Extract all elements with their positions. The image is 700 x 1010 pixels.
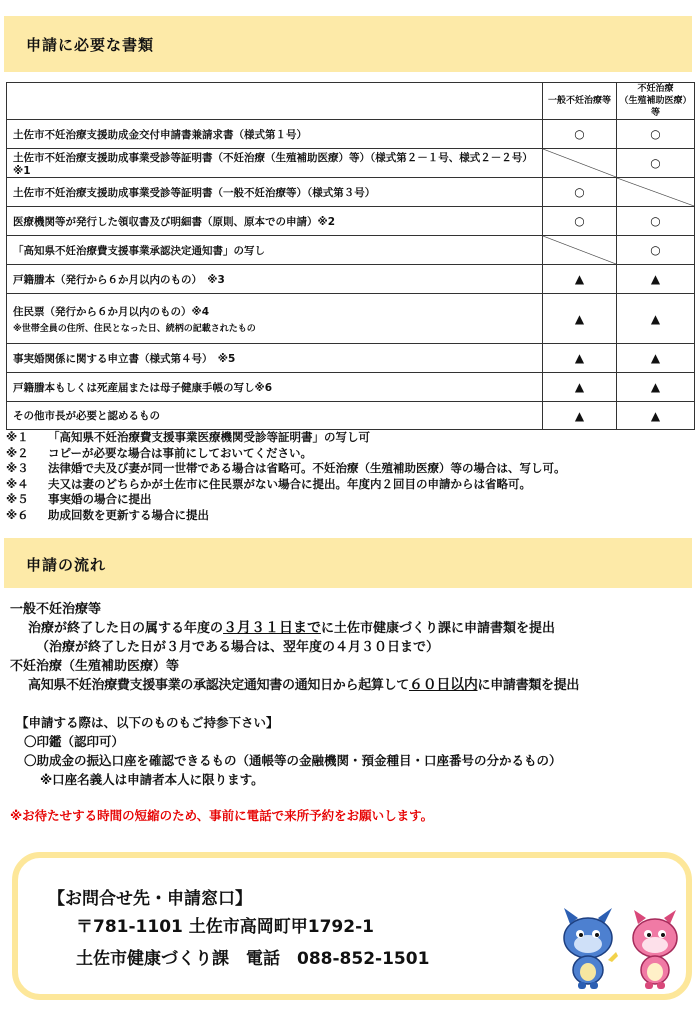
- footnote-mark: ※６: [6, 507, 29, 522]
- documents-table: [6, 82, 695, 430]
- table-row: [7, 120, 695, 149]
- footnote-mark: ※３: [6, 461, 29, 476]
- row-label: その他市長が必要と認めるもの: [7, 402, 543, 430]
- table-row: [7, 236, 695, 265]
- footnote: [6, 430, 696, 446]
- not-applicable-cell: [543, 149, 617, 178]
- deadline-highlight: ３月３１日まで: [223, 620, 322, 636]
- section-title: 申請の流れ: [26, 556, 107, 574]
- mark-art: ○: [617, 120, 695, 149]
- table-row: [7, 207, 695, 236]
- row-label: 事実婚関係に関する申立書（様式第４号） ※5: [7, 344, 543, 373]
- contact-address: 〒781-1101 土佐市高岡町甲1792-1: [76, 917, 374, 937]
- flow-text: 高知県不妊治療費支援事業の承認決定通知書の通知日から起算して: [28, 678, 410, 693]
- contact-box: [12, 852, 692, 1000]
- row-label: 医療機関等が発行した領収書及び明細書（原則、原本での申請）※2: [7, 207, 543, 236]
- section-header-flow: [4, 538, 692, 588]
- mark-general: ○: [543, 120, 617, 149]
- mark-art: ▲: [617, 265, 695, 294]
- row-label-sub: ※世帯全員の住所、住民となった日、続柄の記載されたもの: [13, 323, 256, 334]
- table-row: [7, 149, 695, 178]
- mark-art: ○: [617, 236, 695, 265]
- row-label-main: 住民票（発行から６か月以内のもの）※4: [13, 305, 210, 318]
- deadline-highlight: ４月３０日まで: [335, 640, 427, 655]
- items-to-bring: [16, 713, 562, 789]
- row-label: 土佐市不妊治療支援助成事業受診等証明書（不妊治療（生殖補助医療）等）（様式第２－１号、様式２－２号） ※1: [7, 149, 543, 178]
- footnote-text: 法律婚で夫及び妻が同一世帯である場合は省略可。不妊治療（生殖補助医療）等の場合は、写し可。: [48, 461, 566, 476]
- bring-title: 【申請する際は、以下のものもご持参下さい】: [16, 715, 279, 730]
- row-label: [7, 294, 543, 344]
- mark-art: ▲: [617, 402, 695, 430]
- footnote: [6, 492, 696, 508]
- mark-general: ▲: [543, 265, 617, 294]
- mark-art: ▲: [617, 373, 695, 402]
- flow-text: ）: [426, 640, 440, 655]
- bring-item: 〇助成金の振込口座を確認できるもの（通帳等の金融機関・預金種目・口座番号の分かるもの）: [24, 753, 562, 768]
- section-header-documents: [4, 16, 692, 72]
- flow-line-2: [10, 638, 700, 657]
- col-header-art-line2: （生殖補助医療）等: [619, 96, 692, 118]
- mark-art: ○: [617, 207, 695, 236]
- not-applicable-cell: [617, 178, 695, 207]
- footnote-text: コピーが必要な場合は事前にしておいてください。: [48, 445, 313, 460]
- flow-text: に土佐市健康づくり課に申請書類を提出: [321, 621, 556, 636]
- row-label: 土佐市不妊治療支援助成金交付申請書兼請求書（様式第１号）: [7, 120, 543, 149]
- flow-text: 治療が終了した日の属する年度の: [28, 621, 224, 636]
- col-header-art: [617, 83, 695, 120]
- table-header-blank: [7, 83, 543, 120]
- mark-general: ▲: [543, 294, 617, 344]
- row-label: 戸籍謄本もしくは死産届または母子健康手帳の写し※6: [7, 373, 543, 402]
- flow-heading-general: 一般不妊治療等: [10, 602, 102, 617]
- table-row: [7, 294, 695, 344]
- mark-general: ▲: [543, 344, 617, 373]
- contact-dept-phone: 土佐市健康づくり課 電話 088-852-1501: [76, 949, 430, 969]
- deadline-highlight: ６０日以内: [409, 677, 478, 693]
- table-row: [7, 178, 695, 207]
- table-row: [7, 373, 695, 402]
- footnote-text: 「高知県不妊治療費支援事業医療機関受診等証明書」の写し可: [48, 430, 370, 444]
- row-label: 土佐市不妊治療支援助成事業受診等証明書（一般不妊治療等）（様式第３号）: [7, 178, 543, 207]
- flow-line-3: [10, 676, 700, 695]
- section-title: 申請に必要な書類: [26, 36, 155, 54]
- col-header-general: 一般不妊治療等: [543, 83, 617, 120]
- table-row: [7, 265, 695, 294]
- footnote-mark: ※２: [6, 445, 29, 460]
- flow-text: （治療が終了した日が３月である場合は、翌年度の: [36, 640, 336, 655]
- row-label: 戸籍謄本（発行から６か月以内のもの） ※3: [7, 265, 543, 294]
- row-label: 「高知県不妊治療費支援事業承認決定通知書」の写し: [7, 236, 543, 265]
- footnote-text: 助成回数を更新する場合に提出: [48, 507, 209, 522]
- mascot-illustration: [556, 902, 688, 992]
- flow-line-1: [10, 619, 700, 638]
- col-header-art-line1: 不妊治療: [637, 84, 674, 94]
- blue-dragon-mascot: [564, 908, 618, 989]
- footnote-text: 事実婚の場合に提出: [48, 492, 152, 507]
- footnote-mark: ※４: [6, 476, 29, 491]
- footnote: [6, 477, 696, 493]
- application-flow: [10, 600, 700, 695]
- contact-title: 【お問合せ先・申請窓口】: [48, 889, 252, 909]
- footnote: [6, 508, 696, 524]
- table-row: [7, 402, 695, 430]
- pink-dragon-mascot: [633, 910, 677, 989]
- footnote-mark: ※１: [6, 430, 29, 444]
- mark-art: ○: [617, 149, 695, 178]
- mark-general: ▲: [543, 373, 617, 402]
- bring-note: ※口座名義人は申請者本人に限ります。: [40, 772, 264, 787]
- footnote: [6, 461, 696, 477]
- mark-art: ▲: [617, 344, 695, 373]
- table-header-row: [7, 83, 695, 120]
- not-applicable-cell: [543, 236, 617, 265]
- flow-text: に申請書類を提出: [477, 678, 580, 693]
- bring-item: 〇印鑑（認印可）: [24, 734, 125, 749]
- mark-general: ○: [543, 178, 617, 207]
- reservation-warning: ※お待たせする時間の短縮のため、事前に電話で来所予約をお願いします。: [10, 808, 434, 823]
- mark-general: ○: [543, 207, 617, 236]
- mark-art: ▲: [617, 294, 695, 344]
- footnote-text: 夫又は妻のどちらかが土佐市に住民票がない場合に提出。年度内２回目の申請からは省略可。: [48, 476, 531, 491]
- footnotes: [6, 430, 696, 524]
- table-row: [7, 344, 695, 373]
- footnote: [6, 446, 696, 462]
- footnote-mark: ※５: [6, 492, 29, 507]
- flow-heading-art: 不妊治療（生殖補助医療）等: [10, 659, 180, 674]
- mark-general: ▲: [543, 402, 617, 430]
